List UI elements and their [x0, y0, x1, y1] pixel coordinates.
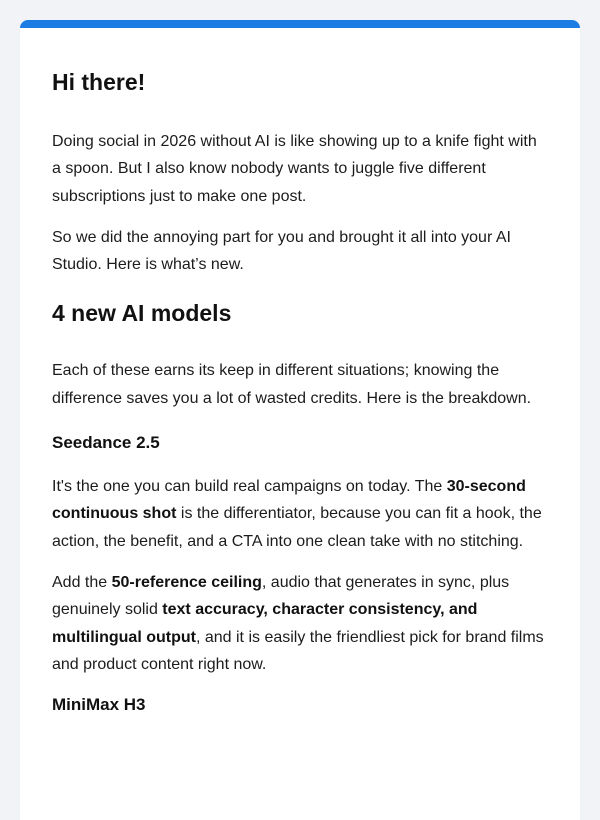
- intro-paragraph-1: Doing social in 2026 without AI is like showing up to a knife fight with a spoon. But I also know nobody wants to juggle five different subscriptions just to make one post.: [52, 133, 537, 205]
- intro-paragraph-2: So we did the annoying part for you and brought it all into your AI Studio. Here is what’s new.: [52, 228, 511, 274]
- email-card: [20, 20, 580, 820]
- seedance-p1-highlight: 30-second continuous shot: [52, 478, 526, 523]
- section-intro: Each of these earns its keep in different situations; knowing the difference saves you a lot of wasted credits. Here is the breakdown.: [52, 362, 532, 407]
- section-title: 4 new AI models: [52, 300, 232, 327]
- greeting-heading: Hi there!: [52, 69, 146, 95]
- seedance-paragraph-2: [52, 569, 548, 678]
- seedance-p1-text-b: is the differentiator, because you can fit a hook, the action, the benefit, and a CTA into one clean take with no stitching.: [52, 505, 542, 550]
- model-heading-minimax: MiniMax H3: [52, 695, 146, 715]
- model-heading-seedance: Seedance 2.5: [52, 433, 160, 453]
- seedance-p2-highlight-2: text accuracy, character consistency, and multilingual output: [52, 601, 478, 646]
- seedance-p2-text-a: Add the: [52, 573, 112, 591]
- seedance-paragraph-1: [52, 473, 548, 555]
- seedance-p2-text-c: , and it is easily the friendliest pick for brand films and product content right now.: [52, 628, 544, 673]
- seedance-p2-highlight-1: 50-reference ceiling: [111, 573, 262, 591]
- seedance-p1-text-a: It's the one you can build real campaigns on today. The: [52, 478, 447, 496]
- seedance-p2-text-b: , audio that generates in sync, plus genuinely solid: [52, 573, 510, 619]
